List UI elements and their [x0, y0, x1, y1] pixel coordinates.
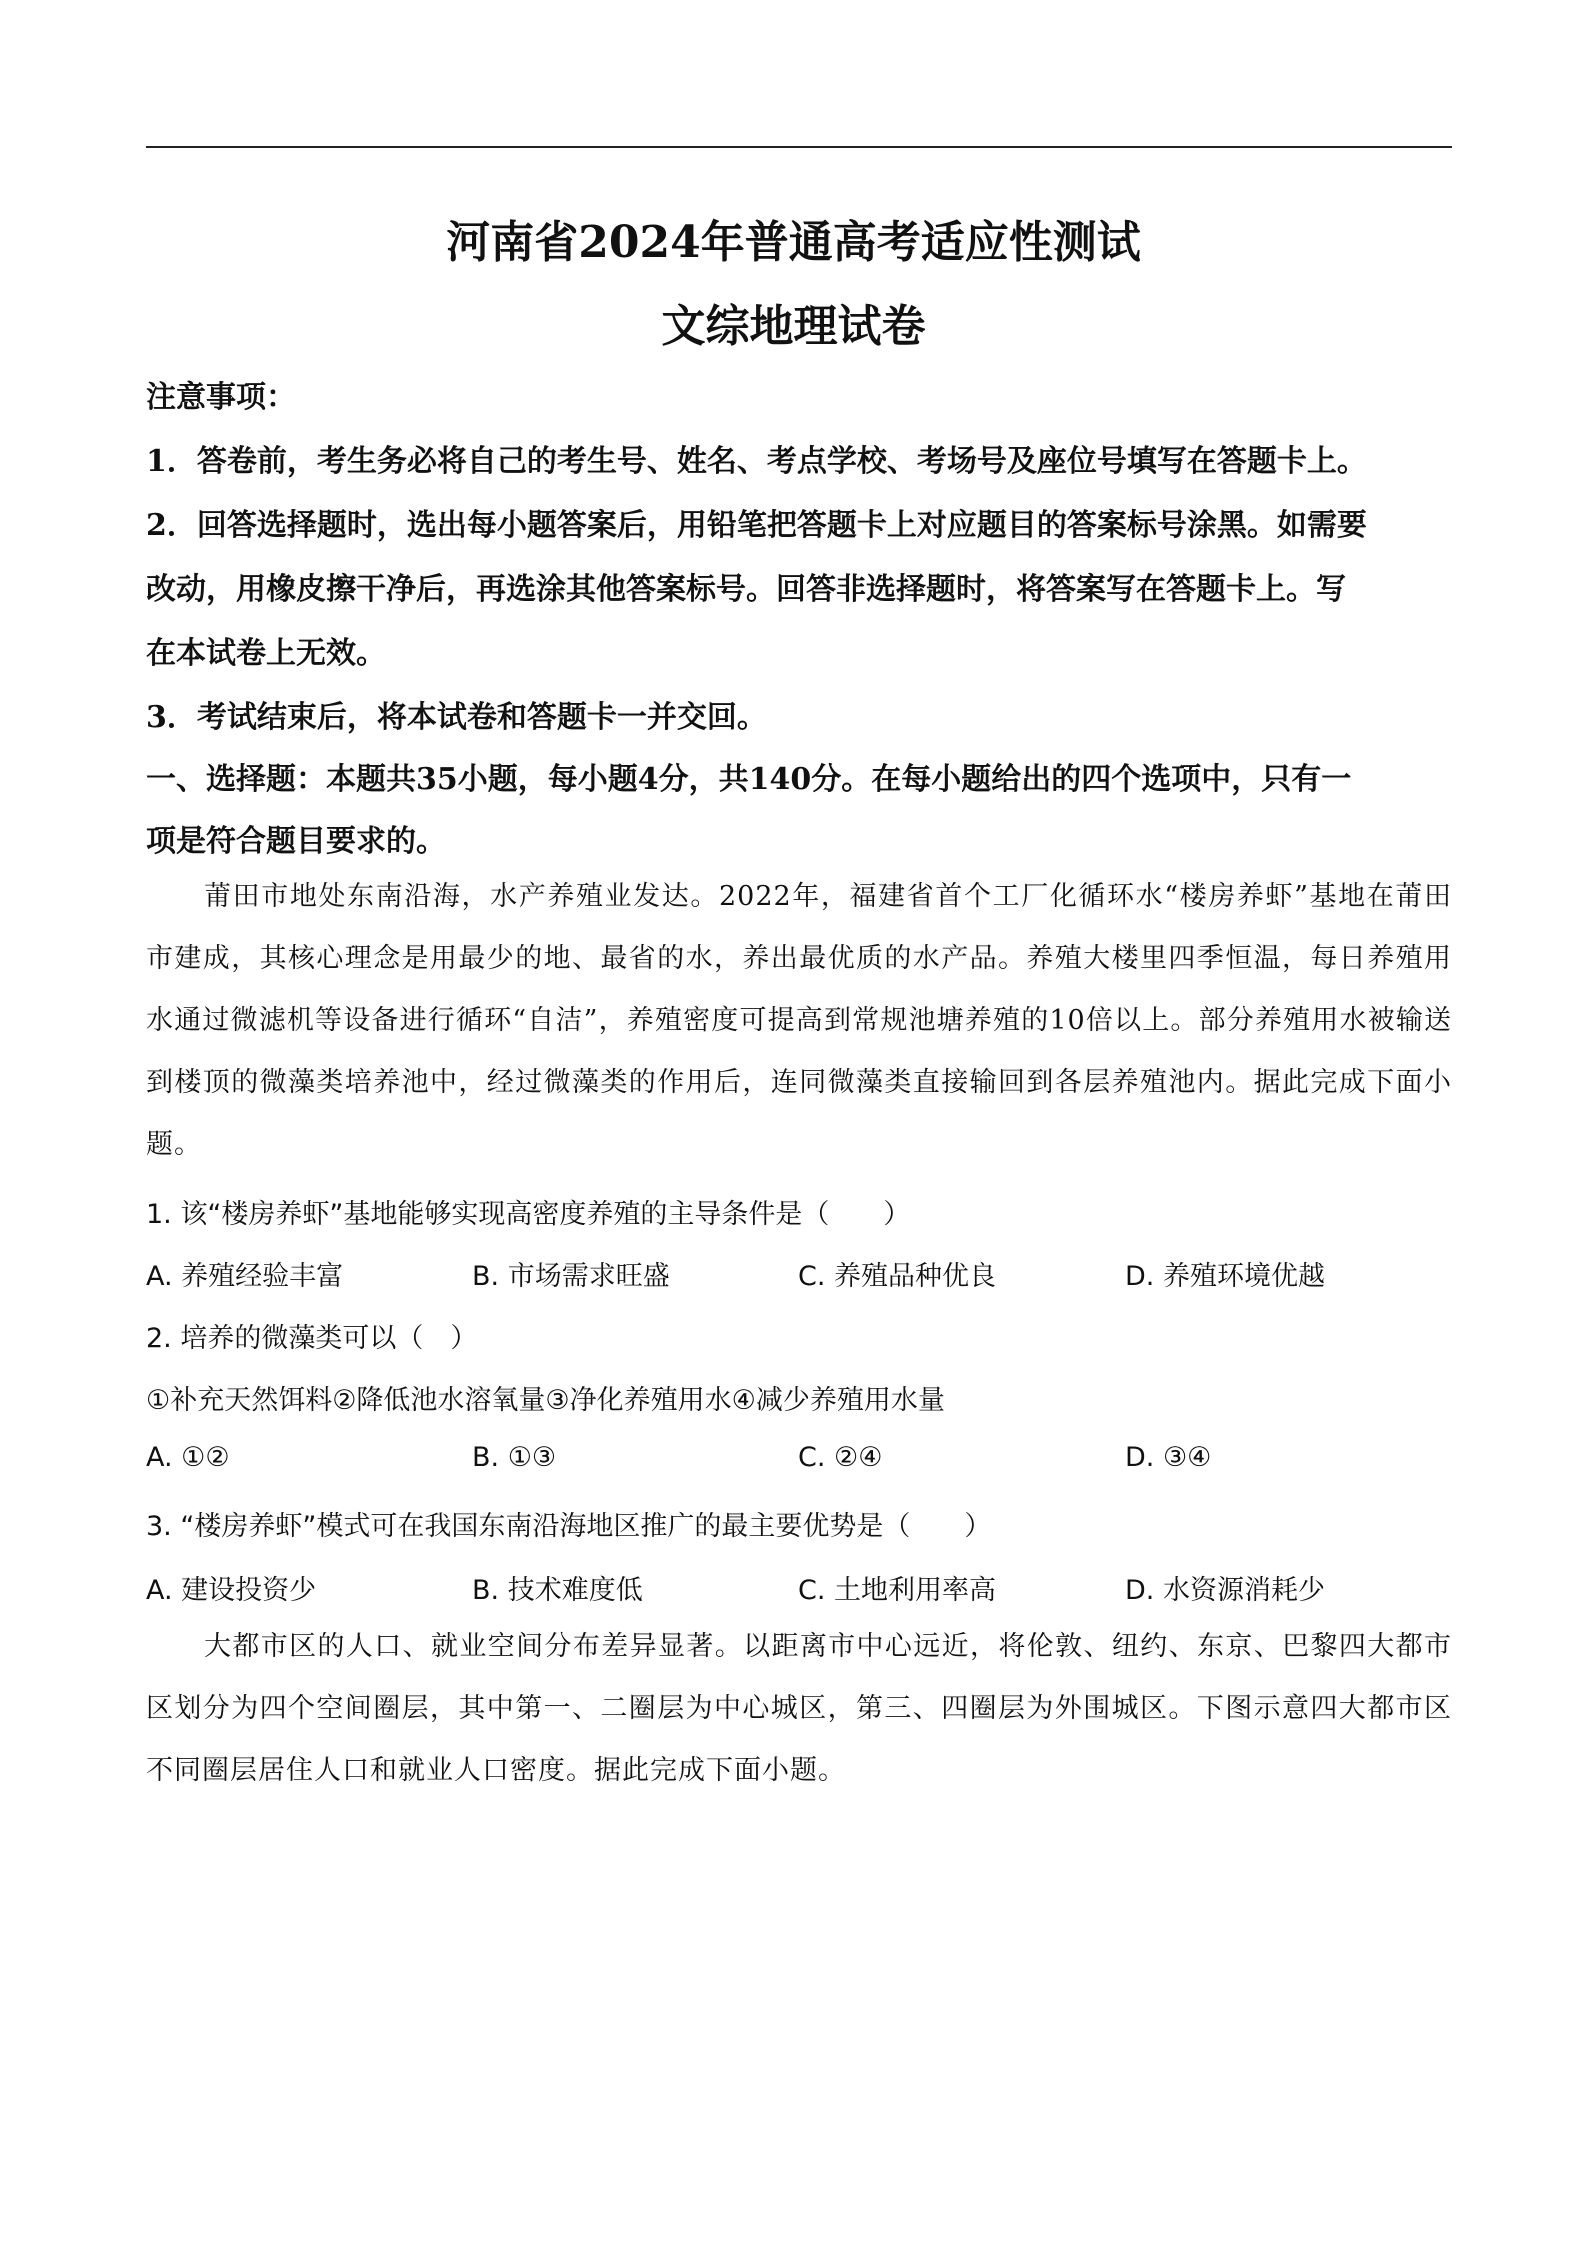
- section-heading-line-2: 项是符合题目要求的。: [146, 824, 446, 859]
- notice-item-2-line-2: 改动，用橡皮擦干净后，再选涂其他答案标号。回答非选择题时，将答案写在答题卡上。写: [146, 572, 1346, 607]
- passage-2: [146, 1616, 1452, 1802]
- question-2-option-d: D. ③④: [1125, 1442, 1212, 1473]
- question-2-option-c: C. ②④: [798, 1442, 883, 1473]
- exam-title: 河南省2024年普通高考适应性测试: [446, 217, 1141, 268]
- notice-item-3: 3．考试结束后，将本试卷和答题卡一并交回。: [146, 700, 767, 735]
- exam-subtitle: 文综地理试卷: [661, 301, 926, 352]
- question-3-option-c: C. 土地利用率高: [798, 1575, 997, 1606]
- question-3-option-b: B. 技术难度低: [472, 1575, 643, 1606]
- header-rule: [146, 146, 1452, 148]
- section-heading-line-1: 一、选择题：本题共35小题，每小题4分，共140分。在每小题给出的四个选项中，只有一: [146, 762, 1352, 797]
- question-1-option-b: B. 市场需求旺盛: [472, 1261, 670, 1292]
- passage-2-text: 大都市区的人口、就业空间分布差异显著。以距离市中心远近，将伦敦、纽约、东京、巴黎四大都市区划分为四个空间圈层，其中第一、二圈层为中心城区，第三、四圈层为外围城区。下图示意四大都市区不同圈层居住人口和就业人口密度。据此完成下面小题。: [146, 1631, 1452, 1786]
- question-2-statements: ①补充天然饵料②降低池水溶氧量③净化养殖用水④减少养殖用水量: [146, 1385, 945, 1416]
- passage-1: [146, 866, 1452, 1176]
- notice-item-2-line-1: 2．回答选择题时，选出每小题答案后，用铅笔把答题卡上对应题目的答案标号涂黑。如需要: [146, 508, 1367, 543]
- question-1-option-a: A. 养殖经验丰富: [146, 1261, 344, 1292]
- question-2-option-a: A. ①②: [146, 1442, 230, 1473]
- question-1-option-c: C. 养殖品种优良: [798, 1261, 997, 1292]
- passage-1-text: 莆田市地处东南沿海，水产养殖业发达。2022年，福建省首个工厂化循环水“楼房养虾”基地在莆田市建成，其核心理念是用最少的地、最省的水，养出最优质的水产品。养殖大楼里四季恒温，每日养殖用水通过微滤机等设备进行循环“自洁”，养殖密度可提高到常规池塘养殖的10倍以上。部分养殖用水被输送到楼顶的微藻类培养池中，经过微藻类的作用后，连同微藻类直接输回到各层养殖池内。据此完成下面小题。: [146, 881, 1452, 1160]
- notice-item-1: 1．答卷前，考生务必将自己的考生号、姓名、考点学校、考场号及座位号填写在答题卡上。: [146, 444, 1367, 479]
- question-2-stem: 2. 培养的微藻类可以（ ）: [146, 1323, 478, 1354]
- question-2-option-b: B. ①③: [472, 1442, 557, 1473]
- notice-item-2-line-3: 在本试卷上无效。: [146, 636, 386, 671]
- question-3-option-d: D. 水资源消耗少: [1125, 1575, 1325, 1606]
- question-1-option-d: D. 养殖环境优越: [1125, 1261, 1325, 1292]
- question-3-option-a: A. 建设投资少: [146, 1575, 317, 1606]
- question-3-stem: 3. “楼房养虾”模式可在我国东南沿海地区推广的最主要优势是（ ）: [146, 1511, 992, 1542]
- notice-heading: 注意事项：: [146, 380, 296, 415]
- question-1-stem: 1. 该“楼房养虾”基地能够实现高密度养殖的主导条件是（ ）: [146, 1199, 911, 1230]
